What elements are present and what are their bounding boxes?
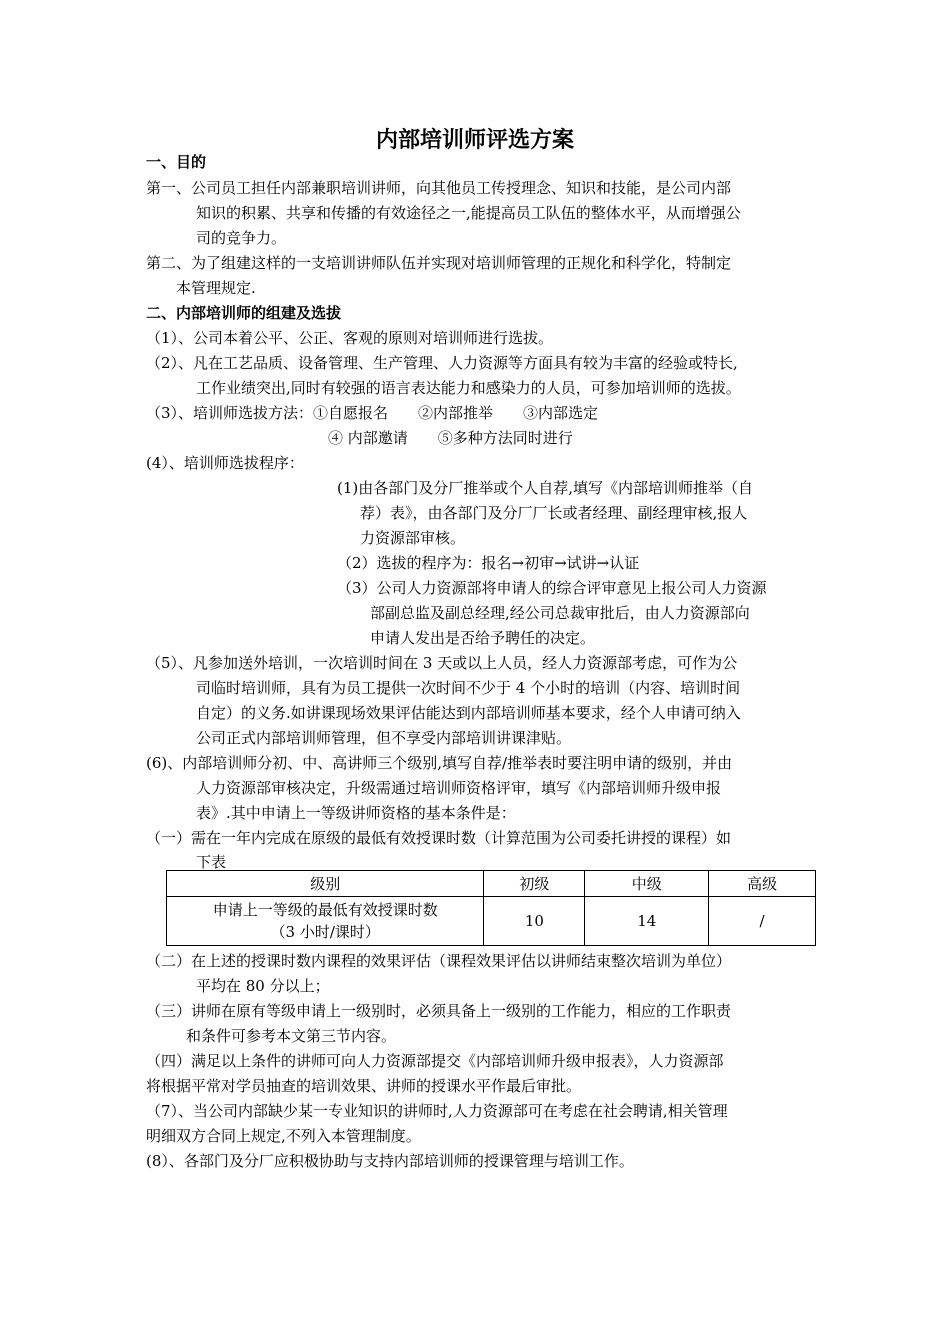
paragraph-line: （3）、培训师选拔方法：①自愿报名 ②内部推举 ③内部选定 (146, 404, 599, 422)
paragraph-line: （三）讲师在原有等级申请上一级别时，必须具备上一级别的工作能力，相应的工作职责 (146, 1002, 732, 1020)
paragraph-line: 本管理规定. (176, 279, 256, 297)
paragraph-line: 明细双方合同上规定,不列入本管理制度。 (146, 1127, 421, 1145)
paragraph-line: 将根据平常对学员抽查的培训效果、讲师的授课水平作最后审批。 (146, 1077, 582, 1095)
paragraph-line: 司的竞争力。 (196, 229, 287, 247)
paragraph-line: 平均在 80 分以上； (196, 977, 330, 995)
paragraph-line: 知识的积累、共享和传播的有效途径之一,能提高员工队伍的整体水平，从而增强公 (196, 204, 741, 222)
table-cell: / (709, 897, 816, 946)
paragraph-line: 自定）的义务.如讲课现场效果评估能达到内部培训师基本要求，经个人申请可纳入 (196, 704, 741, 722)
section-heading-selection: 二、内部培训师的组建及选拔 (146, 304, 342, 322)
paragraph-line: （5）、凡参加送外培训，一次培训时间在 3 天或以上人员，经人力资源部考虑，可作为公 (146, 654, 738, 672)
paragraph-line: 第二、为了组建这样的一支培训讲师队伍并实现对培训师管理的正规化和科学化，特制定 (146, 254, 732, 272)
paragraph-line: （3）公司人力资源部将申请人的综合评审意见上报公司人力资源 (337, 579, 767, 597)
paragraph-line: (4）、培训师选拔程序： (146, 454, 304, 472)
table-row (167, 897, 816, 946)
paragraph-line: (6)、内部培训师分初、中、高讲师三个级别,填写自荐/推举表时要注明申请的级别，并由 (146, 754, 733, 772)
paragraph-line: 第一、公司员工担任内部兼职培训讲师，向其他员工传授理念、知识和技能，是公司内部 (146, 179, 732, 197)
table-cell: 10 (484, 897, 585, 946)
paragraph-line: （7）、当公司内部缺少某一专业知识的讲师时,人力资源部可在考虑在社会聘请,相关管理 (146, 1102, 728, 1120)
paragraph-line: （2）、凡在工艺品质、设备管理、生产管理、人力资源等方面具有较为丰富的经验或特长, (146, 354, 738, 372)
paragraph-line: 力资源部审核。 (360, 529, 466, 547)
paragraph-line: 申请人发出是否给予聘任的决定。 (370, 629, 596, 647)
paragraph-line: 和条件可参考本文第三节内容。 (186, 1027, 397, 1045)
paragraph-line: 下表 (196, 853, 227, 871)
grade-hours-table (166, 870, 816, 946)
paragraph-line: ④ 内部邀请 ⑤多种方法同时进行 (328, 429, 573, 447)
paragraph-line: （二）在上述的授课时数内课程的效果评估（课程效果评估以讲师结束整次培训为单位） (146, 952, 732, 970)
paragraph-line: 荐）表》，由各部门及分厂厂长或者经理、副经理审核,报人 (360, 504, 748, 522)
paragraph-line: 司临时培训师，具有为员工提供一次时间不少于 4 个小时的培训（内容、培训时间 (196, 679, 741, 697)
table-header-cell: 中级 (585, 871, 709, 897)
table-cell: 14 (585, 897, 709, 946)
table-header-cell: 高级 (709, 871, 816, 897)
paragraph-line: （2）选拔的程序为：报名→初审→试讲→认证 (337, 554, 640, 572)
paragraph-line: 部副总监及副总经理,经公司总裁审批后，由人力资源部向 (370, 604, 750, 622)
paragraph-line: (1)由各部门及分厂推举或个人自荐,填写《内部培训师推举（自 (337, 479, 754, 497)
section-heading-purpose: 一、目的 (146, 153, 207, 171)
table-header-cell: 初级 (484, 871, 585, 897)
paragraph-line: 表》.其中申请上一等级讲师资格的基本条件是： (196, 804, 516, 822)
paragraph-line: 工作业绩突出,同时有较强的语言表达能力和感染力的人员，可参加培训师的选拔。 (196, 379, 741, 397)
paragraph-line: (8）、各部门及分厂应积极协助与支持内部培训师的授课管理与培训工作。 (146, 1152, 634, 1170)
table-row-label-line: （3 小时/课时） (270, 923, 380, 941)
page-title: 内部培训师评选方案 (375, 128, 574, 153)
paragraph-line: （四）满足以上条件的讲师可向人力资源部提交《内部培训师升级申报表》，人力资源部 (146, 1052, 724, 1070)
table-row-label-line: 申请上一等级的最低有效授课时数 (212, 901, 438, 919)
table-header-cell: 级别 (167, 871, 484, 897)
table-header-row (167, 871, 816, 897)
paragraph-line: 公司正式内部培训师管理，但不享受内部培训讲课津贴。 (196, 729, 572, 747)
paragraph-line: 人力资源部审核决定，升级需通过培训师资格评审，填写《内部培训师升级申报 (196, 779, 722, 797)
paragraph-line: （1）、公司本着公平、公正、客观的原则对培训师进行选拔。 (146, 329, 554, 347)
table-row-label (167, 897, 484, 946)
paragraph-line: （一）需在一年内完成在原级的最低有效授课时数（计算范围为公司委托讲授的课程）如 (146, 829, 732, 847)
